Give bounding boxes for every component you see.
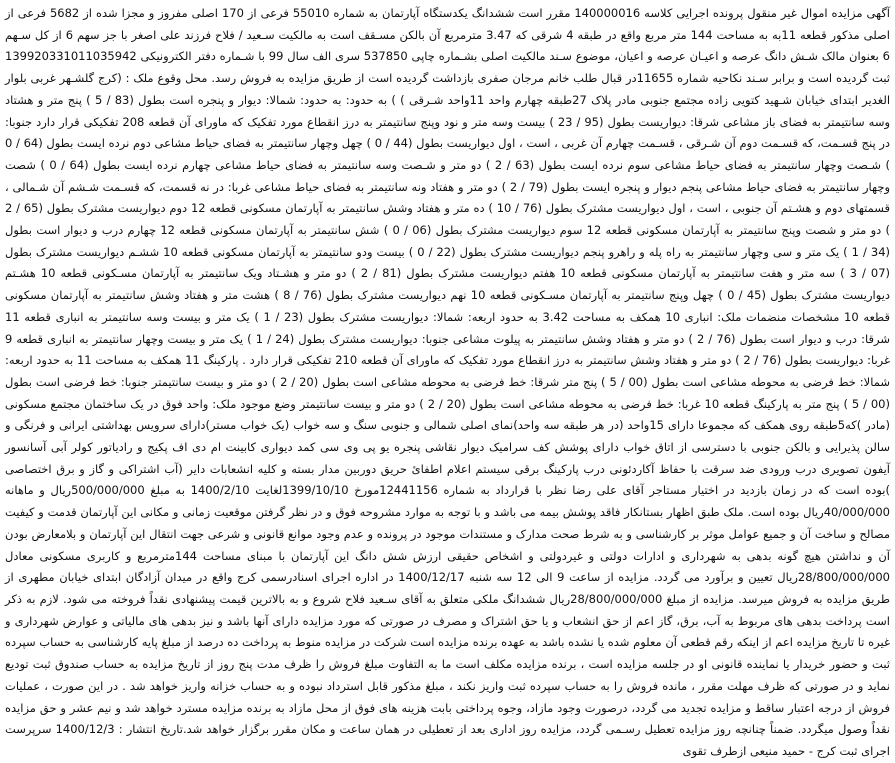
auction-notice-text: آگهی مزایده اموال غیر منقول پرونده اجرایی کلاسه 140000016 مقرر است ششدانگ یکدستگاه آپارتمان به شماره 55010 فرعی از 170 اصلی مفروز و مجزا شده از 5682 فرعی از اصلی مذکور قطعه 11به به مساحت 144 متر مربع واقع در طبقه 4 شرقی که 3.47 مترمربع آن بالکن مسـقف است به مالکیت سـعید / فلاح فرزند علی اصغر با جز سهم 6 از کل سـهم 6 بعنوان مالک شـش دانگ عرصه و اعیـان عرصه و اعیان، موضوع سـند مالکیت اصلی بشـماره چاپی 537850 سری الف سال 99 با شـماره دفتر الکترونیکی 139920331011035942 ثبت گردیده است و برابر سـند نکاحیه شماره 11655در قبال طلب خانم مرجان صفری بازداشت گردیده است از طریق مزایده به فروش رسد. محل وقوع ملک : (کرج گلشـهر غربی بلوار الغدیر ابتدای خیابان شـهید کتویی زاده مجتمع جنوبی مادر پلاک 27طبقه چهارم واحد 11واحد شـرقی ) ) به حدود: به حدود: شمالا: دیوار و پنجره است بطول (83 / 5 ) پنج متر و هشتاد وسه سانتیمتر به فضای باز مشاعی شرقا: دیواریست بطول (95 / 23 ) بیست وسه متر و نود وپنج سانتیمتر به درز انقطاع مورد تفکیک که ماورای آن قطعه 208 تفکیکی قرار دارد جنوبا: در پنج قسـمت، که قسـمت دوم آن شـرقی ، قسـمت چهارم آن غربی ، است ، اول دیواریست بطول (44 / 0 ) چهل وچهار سانتیمتر به فضای حیاط مشاعی دوم نرده ایست بطول (64 / 0 ) شـصت وچهار سانتیمتر به فضای حیاط مشاعی سوم نرده ایست بطول (63 / 2 ) دو متر و شـصت وسه سانتیمتر به فضای حیاط مشاعی چهارم نرده ایست بطول (64 / 0 ) شصت وچهار سانتیمتر به فضای حیاط مشاعی پنجم دیوار و پنجره ایست بطول (79 / 2 ) دو متر و هفتاد ونه سانتیمتر به فضای حیاط مشاعی غربا: در نه قسمت، که قسـمت شـشم آن شـمالی ، قسمتهای دوم و هشـتم آن جنوبی ، است ، اول دیواریست مشترک بطول (76 / 10 ) ده متر و هفتاد وشش سانتیمتر به آپارتمان مسکونی قطعه 12 دوم دیواریست مشترک بطول (65 / 2 ) دو متر و شصت وپنج سانتیمتر به آپارتمان مسکونی قطعه 12 سوم دیواریست مشترک بطول (06 / 0 ) شش سانتیمتر به آپارتمان مسکونی قطعه 12 چهارم درب و دیوار است بطول (34 / 1 ) یک متر و سی وچهار سانتیمتر به راه پله و راهرو پنجم دیواریست مشترک بطول (22 / 0 ) بیست ودو سانتیمتر به آپارتمان مسکونی قطعه 10 ششـم دیواریست مشترک بطول (07 / 3 ) سه متر و هفت سانتیمتر به آپارتمان مسکونی قطعه 10 هفتم دیواریست مشترک بطول (81 / 2 ) دو متر و هشـتاد ویک سانتیمتر به آپارتمان مسـکونی قطعه 10 هشـتم دیواریست مشترک بطول (45 / 0 ) چهل وپنج سانتیمتر به آپارتمان مسـکونی قطعه 10 نهم دیواریست مشترک بطول (76 / 8 ) هشت متر و هفتاد وشش سانتیمتر به آپارتمان مسکونی قطعه 10 مشخصات منضمات ملک: انباری 10 همکف به مساحت 3.42 به حدود اربعه: شمالا: دیواریست مشترک بطول (23 / 1 ) یک متر و بیست وسه سانتیمتر به انباری قطعه 11 شرقا: درب و دیوار است بطول (76 / 2 ) دو متر و هفتاد وشش سانتیمتر به پیلوت مشاعی جنوبا: دیواریست مشترک بطول (24 / 1 ) یک متر و بیست وچهار سانتیمتر به انباری قطعه 9 غربا: دیواریست بطول (76 / 2 ) دو متر و هفتاد وشش سانتیمتر به درز انقطاع مورد تفکیک که ماورای آن قطعه 210 تفکیکی قرار دارد . پارکینگ 11 همکف به مساحت 11 به حدود اربعه: شمالا: خط فرضی به محوطه مشاعی است بطول (00 / 5 ) پنج متر شرقا: خط فرضی به محوطه مشاعی است بطول (20 / 2 ) دو متر و بیست سانتیمتر جنوبا: خط فرضی است بطول (00 / 5 ) پنج متر به پارکینگ قطعه 10 غربا: خط فرضی به محوطه مشاعی است بطول (20 / 2 ) دو متر و بیست سانتیمتر وضع موجود ملک: واحد فوق در یک ساختمان مجتمع مسکونی (مادر )که5طبقه روی همکف که مجموعا دارای 15واحد (در هر طبقه سه واحد)نمای اصلی شمالی و جنوبی سنگ و سه خواب (یک خواب مستر)دارای سرویس بهداشتی ایرانی و فرنگی و سالن پذیرایی و بالکن جنوبی با دسترسی از اتاق خواب دارای پوشش کف سرامیک دیوار نقاشی پنجره یو پی وی سی کمد دیواری کابینت ام دی اف پکیج و رادیاتور کولر آبی آسانسور آیفون تصویری درب ورودی ضد سرقت با حفاظ آکاردئونی درب پارکینگ برقی سیستم اعلام اطفائ حریق دوربین مدار بسته و کلیه انشعابات دایر (آب اشتراکی و گاز و برق اختصاصی )بوده است که در زمان بازدید در اختیار مستاجر آقای علی رضا نظر با قرارداد به شماره 12441156مورخ 1399/10/10لغایت 1400/2/10 به مبلغ 500/000/000ریال و ماهانه 40/000/000ریال بوده است. ملک طبق اظهار بستانکار فاقد پوشش بیمه می باشد و با توجه به موارد مشروحه فوق و در نظر گرفتن موقعیت زمانی و مکانی این آپارتمان قدمت و کیفیت مصالح و ساخت آن و جمیع عوامل موثر بر کارشناسی و به شرط صحت مدارک و مستندات موجود در پرونده و عدم وجود موانع قانونی و شرعی جهت انتقال این آپارتمان و بلامعارض بودن آن و نداشتن هیچ گونه بدهی به شهرداری و ادارات دولتی و غیردولتی و اشخاص حقیقی ارزش شش دانگ این آپارتمان با مبنای مساحت 144مترمربع و کاربری مسکونی معادل 28/800/000/000ریال تعیین و برآورد می گردد. مزایده از ساعت 9 الی 12 سه شنبه 1400/12/17 در اداره اجرای اسنادرسمی کرج واقع در میدان آزادگان ابتدای خیابان مطهری از طریق مزایده به فروش میرسد. مزایده از مبلغ 28/800/000/000ریال ششدانگ ملکی متعلق به آقای سـعید فلاح شروع و به بالاترین قیمت پیشنهادی نقداً فروخته می شود. لازم به ذکر است پرداخت بدهی های مربوط به آب، برق، گاز اعم از حق انشعاب و یا حق اشتراک و مصرف در صورتی که مورد مزایده دارای آنها باشد و نیز بدهی های مالیاتی و عوارض شهرداری و غیره تا تاریخ مزایده اعم از اینکه رقم قطعی آن معلوم شده یا نشده باشد به عهده برنده مزایده است شرکت در مزایده منوط به پرداخت ده درصد از مبلغ پایه کارشناسی به حساب سپرده ثبت و حضور خریدار یا نماینده قانونی او در جلسه مزایده است ، برنده مزایده مکلف است ما به التفاوت مبلغ فروش را ظرف مدت پنج روز از تاریخ مزایده به حساب صندوق ثبت تودیع نماید و در صورتی که ظرف مهلت مقرر ، مانده فروش را به حساب سپرده ثبت واریز نکند ، مبلغ مذکور قابل استرداد نبوده و به حساب خزانه واریز خواهد شد . در این صورت ، عملیات فروش از درجه اعتبار ساقط و مزایده تجدید می گردد، درصورت وجود مازاد، وجوه پرداختی بابت هزینه های فوق از محل مازاد به برنده مزایده مسترد خواهد شد و نیم عشر و حق مزایده نقداً وصول میگردد. ضمناً چنانچه روز مزایده تعطیل رسـمی گردد، مزایده روز اداری بعد از تعطیلی در همان ساعت و مکان مقرر برگزار خواهد شد.تاریخ انتشار : 1400/12/3 سرپرست اجرای ثبت کرج - حمید منیعی ازطرف تقوی <box>5 6 891 758</box>
